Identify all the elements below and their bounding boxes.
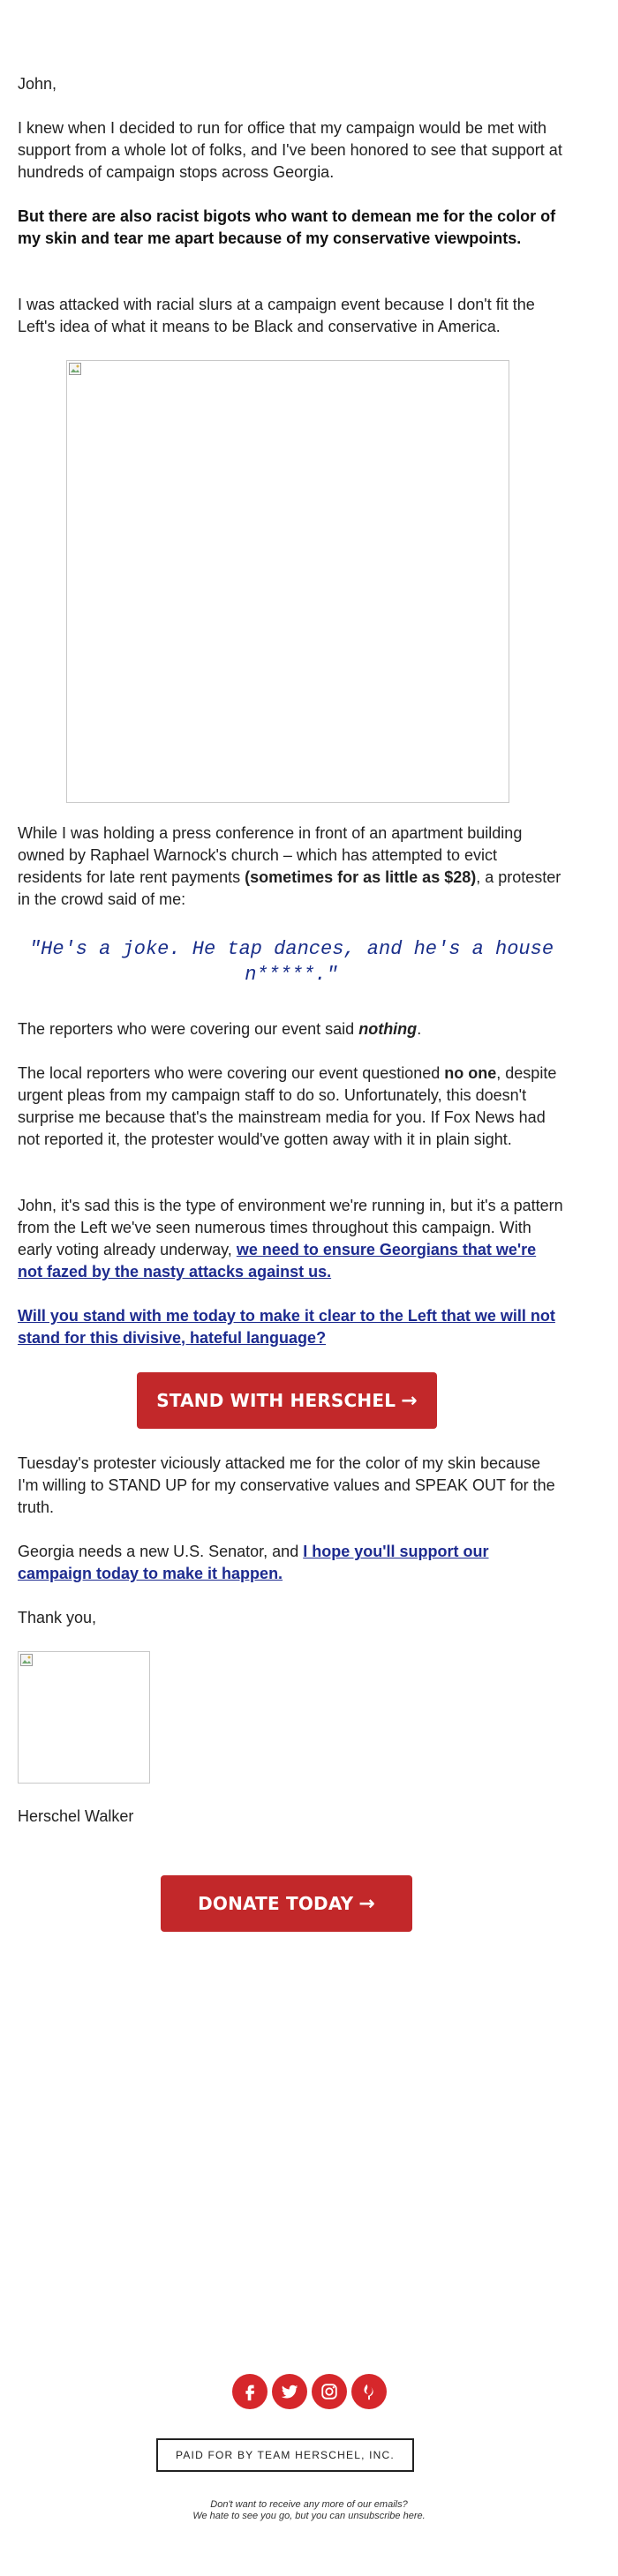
thank-you: Thank you,	[18, 1609, 97, 1626]
local-reporters-text-end: , despite urgent pleas from my campaign staff to do so. Unfortunately, this doesn't surprise me because that's the mainstream media for you. If Fox News had not reported it, the protester would've gotten away with it in plain sight.	[18, 1064, 557, 1148]
broken-image-icon	[69, 363, 81, 375]
reporters-text-end: .	[417, 1020, 422, 1038]
unsubscribe-link[interactable]: We hate to see you go, but you can unsubscribe here.	[192, 2511, 426, 2521]
ensure-georgians-link[interactable]: we need to ensure Georgians that we're not fazed by the nasty attacks against us.	[18, 1241, 537, 1280]
arrow-right-icon: →	[401, 1389, 418, 1412]
press-conference-text: While I was holding a press conference in front of an apartment building owned by Raphael Warnock's church – which has attempted to evict residents for late rent payments	[18, 824, 523, 886]
event-photo	[66, 360, 509, 803]
reporters-text: The reporters who were covering our event said	[18, 1020, 359, 1038]
paragraph-stand-question	[18, 1305, 565, 1349]
protester-quote: "He's a joke. He tap dances, and he's a house n*****."	[28, 938, 554, 986]
no-one-bold: no one	[444, 1064, 497, 1082]
rent-amount-bold: (sometimes for as little as $28)	[245, 868, 477, 886]
press-conference-text-end: , a protester in the crowd said of me:	[18, 868, 561, 908]
paragraph-bigots: But there are also racist bigots who want to demean me for the color of my skin and tear me apart because of my conservative viewpoints.	[18, 207, 556, 247]
paragraph-senator	[18, 1541, 565, 1585]
arrow-right-icon: →	[358, 1892, 375, 1915]
greeting: John,	[18, 75, 57, 93]
paragraph-environment	[18, 1195, 565, 1283]
facebook-icon[interactable]	[232, 2374, 268, 2409]
instagram-icon[interactable]	[312, 2374, 347, 2409]
social-links	[0, 2374, 618, 2409]
unsubscribe-line-1: Don't want to receive any more of our emails?	[210, 2499, 408, 2510]
donate-button-label: DONATE TODAY	[198, 1893, 354, 1914]
signature-name: Herschel Walker	[18, 1807, 134, 1825]
broken-image-icon	[20, 1654, 33, 1666]
senator-text: Georgia needs a new U.S. Senator, and	[18, 1543, 304, 1560]
paragraph-press-conference	[18, 822, 565, 911]
paid-for-disclaimer: PAID FOR BY TEAM HERSCHEL, INC.	[156, 2438, 414, 2472]
stand-button-label: STAND WITH HERSCHEL	[156, 1390, 396, 1411]
paragraph-intro: I knew when I decided to run for office that my campaign would be met with support from a whole lot of folks, and I've been honored to see that support at hundreds of campaign stops across Georgia.	[18, 119, 562, 181]
twitter-icon[interactable]	[272, 2374, 307, 2409]
environment-text: John, it's sad this is the type of environment we're running in, but it's a pattern from the Left we've seen numerous times throughout this campaign. With early voting already underway,	[18, 1197, 563, 1258]
local-reporters-text: The local reporters who were covering our event questioned	[18, 1064, 445, 1082]
signature-image	[18, 1651, 150, 1784]
nothing-emphasis: nothing	[358, 1020, 418, 1038]
paragraph-attacked: I was attacked with racial slurs at a campaign event because I don't fit the Left's idea of what it means to be Black and conservative in America.	[18, 296, 535, 335]
paragraph-protester: Tuesday's protester viciously attacked me for the color of my skin because I'm willing to STAND UP for my conservative values and SPEAK OUT for the truth.	[18, 1454, 555, 1516]
support-campaign-link[interactable]: I hope you'll support our campaign today to make it happen.	[18, 1543, 489, 1582]
donate-today-button[interactable]	[161, 1875, 412, 1932]
paragraph-reporters	[18, 1018, 565, 1040]
stand-with-me-link[interactable]: Will you stand with me today to make it clear to the Left that we will not stand for this divisive, hateful language?	[18, 1307, 555, 1347]
stand-with-herschel-button[interactable]	[137, 1372, 437, 1429]
winred-icon[interactable]	[351, 2374, 387, 2409]
paragraph-local-reporters	[18, 1063, 565, 1151]
